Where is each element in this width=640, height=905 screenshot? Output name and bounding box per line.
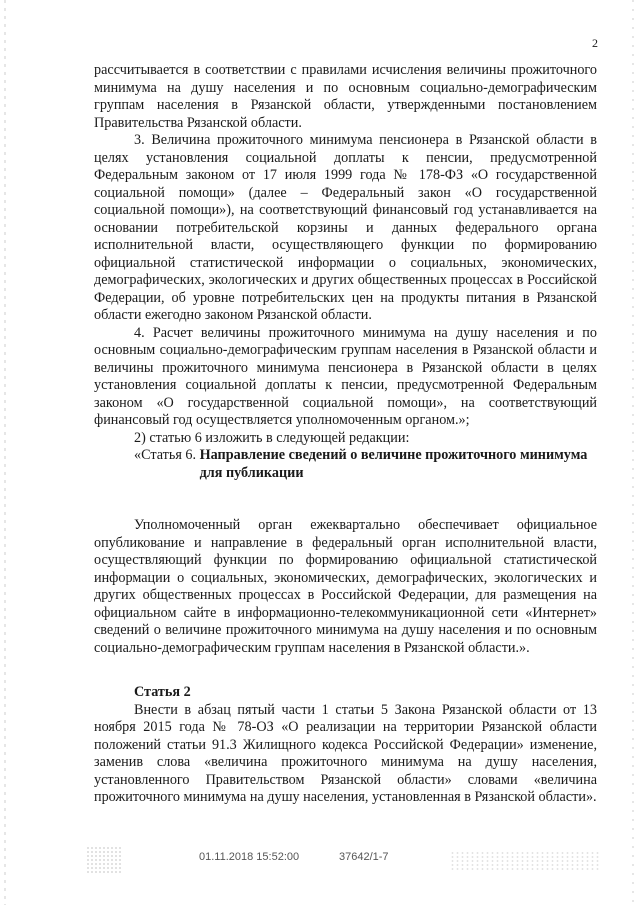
paragraph-item-3: 3. Величина прожиточного минимума пенсионера в Рязанской области в целях установления социальной доплаты к пенсии, предусмотренной Федеральным законом от 17 июля 1999 года № 178-ФЗ «О государственной социальной помощи» (далее – Федеральный закон «О государственной социальной помощи»), на соответствующий финансовый год устанавливается на основании потребительской корзины и данных федерального органа исполнительной власти, осуществляющего функции по формированию официальной статистической информации о социальных, экономических, демографических, экологических и других общественных процессах в Российской Федерации, об уровне потребительских цен на продукты питания в Рязанской области ежегодно законом Рязанской области. (94, 132, 597, 323)
article-6-title: Направление сведений о величине прожиточного минимума для публикации (199, 447, 588, 481)
article-6-heading (94, 447, 597, 482)
paragraph-amendment-2: 2) статью 6 изложить в следующей редакции: (134, 429, 410, 446)
page-number: 2 (592, 36, 598, 50)
footer-doc-number: 37642/1-7 (339, 851, 389, 863)
scan-edge-left (4, 0, 6, 905)
article-6-number: «Статья 6. (134, 447, 200, 463)
paragraph-article-6-body: Уполномоченный орган ежеквартально обеспечивает официальное опубликование и направление в федеральный орган исполнительной власти, осуществляющий функции по формированию официальной статистической информации о социальных, экономических, демографических, экологических и других общественных процессах в Российской Федерации, для размещения на официальном сайте в информационно-телекоммуникационной сети «Интернет» сведений о величине прожиточного минимума на душу населения и по основным социально-демографическим группам населения в Рязанской области.». (94, 517, 597, 656)
paragraph-item-4: 4. Расчет величины прожиточного минимума на душу населения и по основным социально-демографическим группам населения в Рязанской области и величины прожиточного минимума пенсионера в Рязанской области в целях установления социальной доплаты к пенсии, предусмотренной Федеральным законом «О государственной социальной помощи», на соответствующий финансовый год осуществляется уполномоченным органом.»; (94, 324, 597, 428)
scan-stamp-right (450, 851, 600, 871)
scan-edge-right (632, 0, 634, 905)
article-2-heading: Статья 2 (134, 684, 191, 700)
scan-stamp-left (86, 846, 122, 874)
paragraph-intro: рассчитывается в соответствии с правилами исчисления величины прожиточного минимума на душу населения и по основным социально-демографическим группам населения в Рязанской области, утвержденными постановлением Правительства Рязанской области. (94, 62, 597, 131)
paragraph-article-2-body: Внести в абзац пятый части 1 статьи 5 Закона Рязанской области от 13 ноября 2015 года № 78-ОЗ «О реализации на территории Рязанской области положений статьи 91.3 Жилищного кодекса Российской Федерации» изменение, заменив слова «величина прожиточного минимума на душу населения, установленного Правительством Рязанской области» словами «величина прожиточного минимума на душу населения, установленная в Рязанской области». (94, 701, 597, 805)
document-body (94, 62, 597, 807)
footer-datetime: 01.11.2018 15:52:00 (199, 851, 300, 863)
